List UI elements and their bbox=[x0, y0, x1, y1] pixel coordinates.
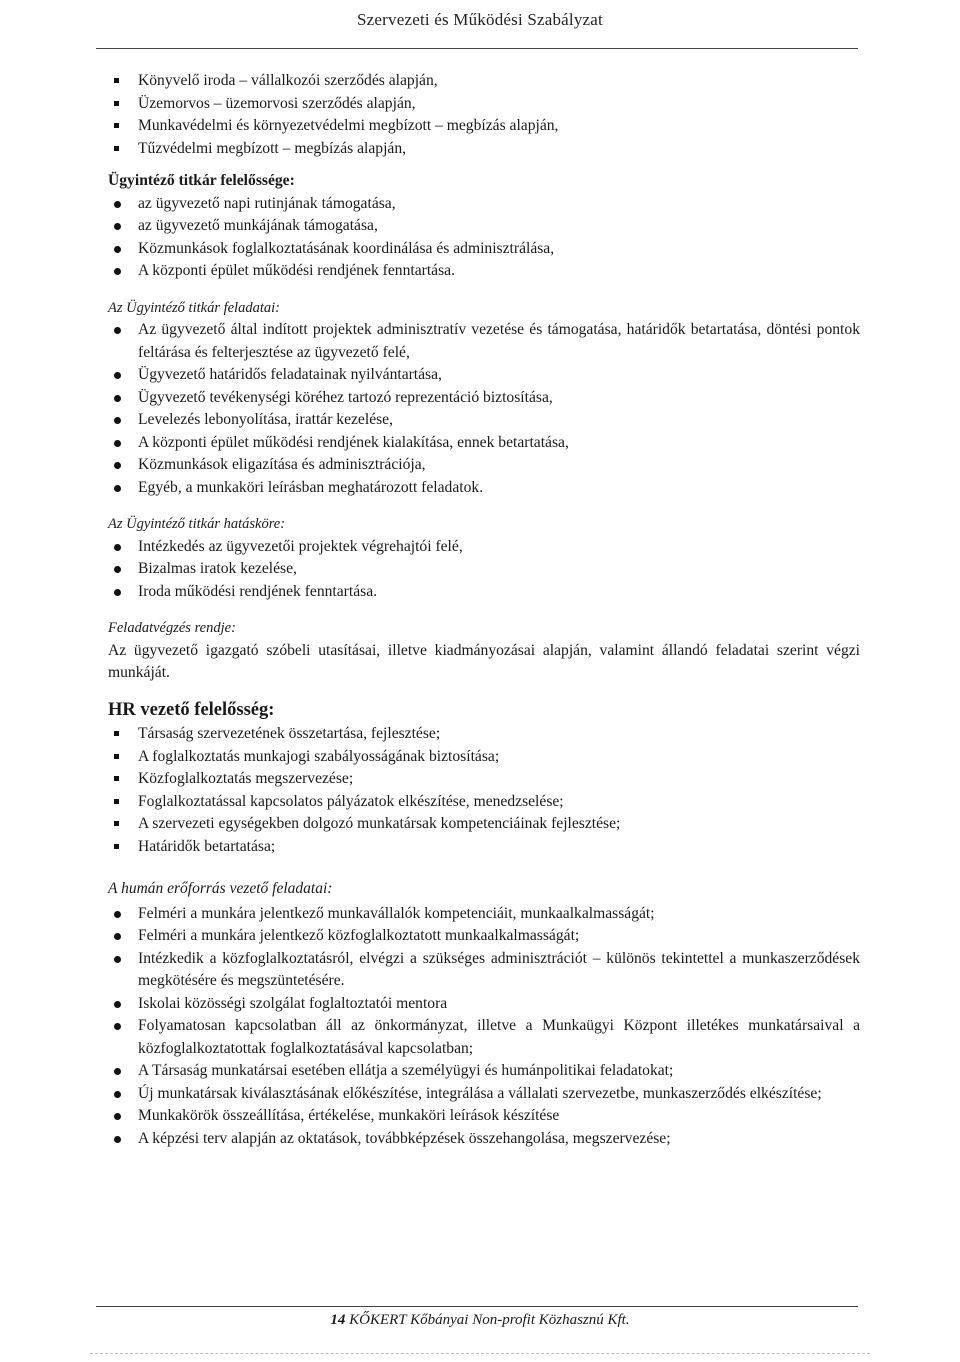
list-item-text: A foglalkoztatás munkajogi szabályosságának biztosítása; bbox=[138, 747, 500, 765]
section-title-ugyintezo-feladatai: Az Ügyintéző titkár feladatai: bbox=[108, 299, 280, 316]
list-item-text: Társaság szervezetének összetartása, fejlesztése; bbox=[138, 725, 441, 742]
scan-artifact-line bbox=[90, 1353, 870, 1354]
list-item-text: A szervezeti egységekben dolgozó munkatársak kompetenciáinak fejlesztése; bbox=[138, 815, 621, 832]
ugyintezo-feladatai-list bbox=[108, 319, 860, 499]
list-item bbox=[108, 409, 860, 432]
page-header: Szervezeti és Működési Szabályzat bbox=[357, 10, 603, 29]
list-item-text: Tűzvédelmi megbízott – megbízás alapján, bbox=[138, 139, 407, 157]
round-bullet-icon bbox=[114, 1023, 121, 1030]
list-item-text: Egyéb, a munkaköri leírásban meghatározott feladatok. bbox=[138, 478, 484, 496]
list-item bbox=[108, 768, 860, 791]
list-item-text: Iroda működési rendjének fenntartása. bbox=[138, 582, 378, 600]
round-bullet-icon bbox=[114, 911, 121, 918]
list-item-text: Foglalkoztatással kapcsolatos pályázatok elkészítése, menedzselése; bbox=[138, 792, 564, 810]
footer-company: KŐKERT Kőbányai Non-profit Közhasznú Kft. bbox=[349, 1312, 630, 1328]
list-item bbox=[108, 791, 860, 814]
feladatvegzes-text: Az ügyvezető igazgató szóbeli utasításai, illetve kiadmányozásai alapján, valamint állandó feladatai szerint végzi munkáját. bbox=[108, 641, 860, 681]
list-item-text: Az ügyvezető által indított projektek adminisztratív vezetése és támogatása, határidők betartatása, döntési pontok feltárása és felterjesztése az ügyvezető felé, bbox=[138, 321, 860, 361]
round-bullet-icon bbox=[114, 1068, 121, 1075]
list-item bbox=[108, 477, 860, 500]
hr-felelosseg-list bbox=[108, 723, 860, 858]
list-item-text: Bizalmas iratok kezelése, bbox=[138, 560, 297, 577]
list-item bbox=[108, 903, 860, 926]
round-bullet-icon bbox=[114, 544, 121, 551]
list-item-text: Üzemorvos – üzemorvosi szerződés alapján, bbox=[138, 94, 416, 112]
list-item bbox=[108, 1128, 860, 1151]
list-item bbox=[108, 948, 860, 993]
list-item-text: az ügyvezető napi rutinjának támogatása, bbox=[138, 194, 396, 212]
square-bullet-icon bbox=[114, 78, 119, 83]
square-bullet-icon bbox=[114, 101, 119, 106]
round-bullet-icon bbox=[114, 462, 121, 469]
list-item bbox=[108, 454, 860, 477]
list-item bbox=[108, 1105, 860, 1128]
list-item bbox=[108, 193, 860, 216]
round-bullet-icon bbox=[114, 485, 121, 492]
list-item-text: Felméri a munkára jelentkező munkavállalók kompetenciáit, munkaalkalmasságát; bbox=[138, 904, 655, 922]
round-bullet-icon bbox=[114, 1001, 121, 1008]
list-item bbox=[108, 746, 860, 769]
header-divider bbox=[96, 48, 858, 49]
list-item-text: Ügyvezető tevékenységi köréhez tartozó reprezentáció biztosítása, bbox=[138, 388, 553, 406]
round-bullet-icon bbox=[114, 372, 121, 379]
list-item-text: Levelezés lebonyolítása, irattár kezelése, bbox=[138, 411, 393, 428]
square-bullet-icon bbox=[114, 799, 119, 804]
list-item-text: Iskolai közösségi szolgálat foglaltoztatói mentora bbox=[138, 994, 448, 1012]
list-item bbox=[108, 581, 860, 604]
ugyintezo-hataskore-list bbox=[108, 536, 860, 604]
list-item-text: Munkakörök összeállítása, értékelése, munkaköri leírások készítése bbox=[138, 1107, 560, 1124]
square-bullet-icon bbox=[114, 731, 119, 736]
list-item-text: Intézkedik a közfoglalkoztatásról, elvégzi a szükséges adminisztrációt – különös tekintettel a munkaszerződések megkötésére és megszüntetésére. bbox=[138, 949, 860, 989]
list-item bbox=[108, 238, 860, 261]
round-bullet-icon bbox=[114, 956, 121, 963]
square-bullet-icon bbox=[114, 844, 119, 849]
section-title-feladatvegzes: Feladatvégzés rendje: bbox=[108, 620, 236, 636]
list-item bbox=[108, 260, 860, 283]
square-bullet-icon bbox=[114, 123, 119, 128]
round-bullet-icon bbox=[114, 268, 121, 275]
list-item bbox=[108, 432, 860, 455]
square-bullet-icon bbox=[114, 754, 119, 759]
round-bullet-icon bbox=[114, 1136, 121, 1143]
list-item bbox=[108, 836, 860, 859]
list-item-text: Könyvelő iroda – vállalkozói szerződés alapján, bbox=[138, 72, 438, 89]
list-item-text: Közmunkások eligazítása és adminisztrációja, bbox=[138, 456, 426, 473]
list-item-text: Határidők betartatása; bbox=[138, 837, 276, 855]
list-item-text: A Társaság munkatársai esetében ellátja a személyügyi és humánpolitikai feladatokat; bbox=[138, 1062, 674, 1079]
round-bullet-icon bbox=[114, 933, 121, 940]
round-bullet-icon bbox=[114, 223, 121, 230]
page-footer bbox=[0, 1312, 960, 1329]
human-feladatai-list bbox=[108, 903, 860, 1151]
list-item-text: Intézkedés az ügyvezetői projektek végrehajtói felé, bbox=[138, 537, 463, 555]
list-item bbox=[108, 993, 860, 1016]
list-item bbox=[108, 925, 860, 948]
square-bullet-icon bbox=[114, 776, 119, 781]
round-bullet-icon bbox=[114, 417, 121, 424]
footer-divider bbox=[96, 1306, 858, 1307]
list-item bbox=[108, 364, 860, 387]
section-title-human-feladatai: A humán erőforrás vezető feladatai: bbox=[108, 880, 333, 897]
round-bullet-icon bbox=[114, 566, 121, 573]
list-item-text: A központi épület működési rendjének fenntartása. bbox=[138, 262, 455, 279]
contractor-list bbox=[108, 70, 860, 160]
round-bullet-icon bbox=[114, 246, 121, 253]
square-bullet-icon bbox=[114, 146, 119, 151]
list-item-text: Új munkatársak kiválasztásának előkészítése, integrálása a vállalati szervezetbe, munkaszerződés elkészítése; bbox=[138, 1084, 822, 1102]
list-item bbox=[108, 558, 860, 581]
list-item bbox=[108, 387, 860, 410]
list-item bbox=[108, 1060, 860, 1083]
list-item bbox=[108, 70, 860, 93]
list-item-text: A képzési terv alapján az oktatások, továbbképzések összehangolása, megszervezése; bbox=[138, 1129, 671, 1147]
list-item bbox=[108, 536, 860, 559]
square-bullet-icon bbox=[114, 821, 119, 826]
page-number: 14 bbox=[330, 1312, 346, 1328]
list-item bbox=[108, 813, 860, 836]
round-bullet-icon bbox=[114, 395, 121, 402]
ugyintezo-felelosseg-list bbox=[108, 193, 860, 283]
round-bullet-icon bbox=[114, 1091, 121, 1098]
round-bullet-icon bbox=[114, 201, 121, 208]
list-item bbox=[108, 319, 860, 364]
list-item-text: Ügyvezető határidős feladatainak nyilvántartása, bbox=[138, 366, 442, 383]
round-bullet-icon bbox=[114, 440, 121, 447]
list-item bbox=[108, 138, 860, 161]
list-item bbox=[108, 723, 860, 746]
list-item-text: az ügyvezető munkájának támogatása, bbox=[138, 217, 378, 234]
page-content bbox=[108, 70, 860, 1150]
list-item-text: A központi épület működési rendjének kialakítása, ennek betartatása, bbox=[138, 433, 569, 451]
section-title-ugyintezo-felelosseg: Ügyintéző titkár felelőssége: bbox=[108, 172, 295, 189]
list-item bbox=[108, 215, 860, 238]
round-bullet-icon bbox=[114, 1113, 121, 1120]
list-item-text: Folyamatosan kapcsolatban áll az önkormányzat, illetve a Munkaügyi Központ illetékes munkatársaival a közfoglalkoztatottak foglalkoztatásával kapcsolatban; bbox=[138, 1017, 860, 1057]
section-title-ugyintezo-hataskore: Az Ügyintéző titkár hatásköre: bbox=[108, 516, 286, 532]
list-item bbox=[108, 93, 860, 116]
round-bullet-icon bbox=[114, 589, 121, 596]
list-item-text: Felméri a munkára jelentkező közfoglalkoztatott munkaalkalmasságát; bbox=[138, 927, 580, 944]
list-item bbox=[108, 1083, 860, 1106]
round-bullet-icon bbox=[114, 327, 121, 334]
list-item bbox=[108, 115, 860, 138]
list-item-text: Munkavédelmi és környezetvédelmi megbízott – megbízás alapján, bbox=[138, 117, 559, 134]
section-title-hr-felelosseg: HR vezető felelősség: bbox=[108, 699, 275, 720]
list-item-text: Közmunkások foglalkoztatásának koordinálása és adminisztrálása, bbox=[138, 239, 555, 257]
list-item bbox=[108, 1015, 860, 1060]
list-item-text: Közfoglalkoztatás megszervezése; bbox=[138, 770, 354, 787]
